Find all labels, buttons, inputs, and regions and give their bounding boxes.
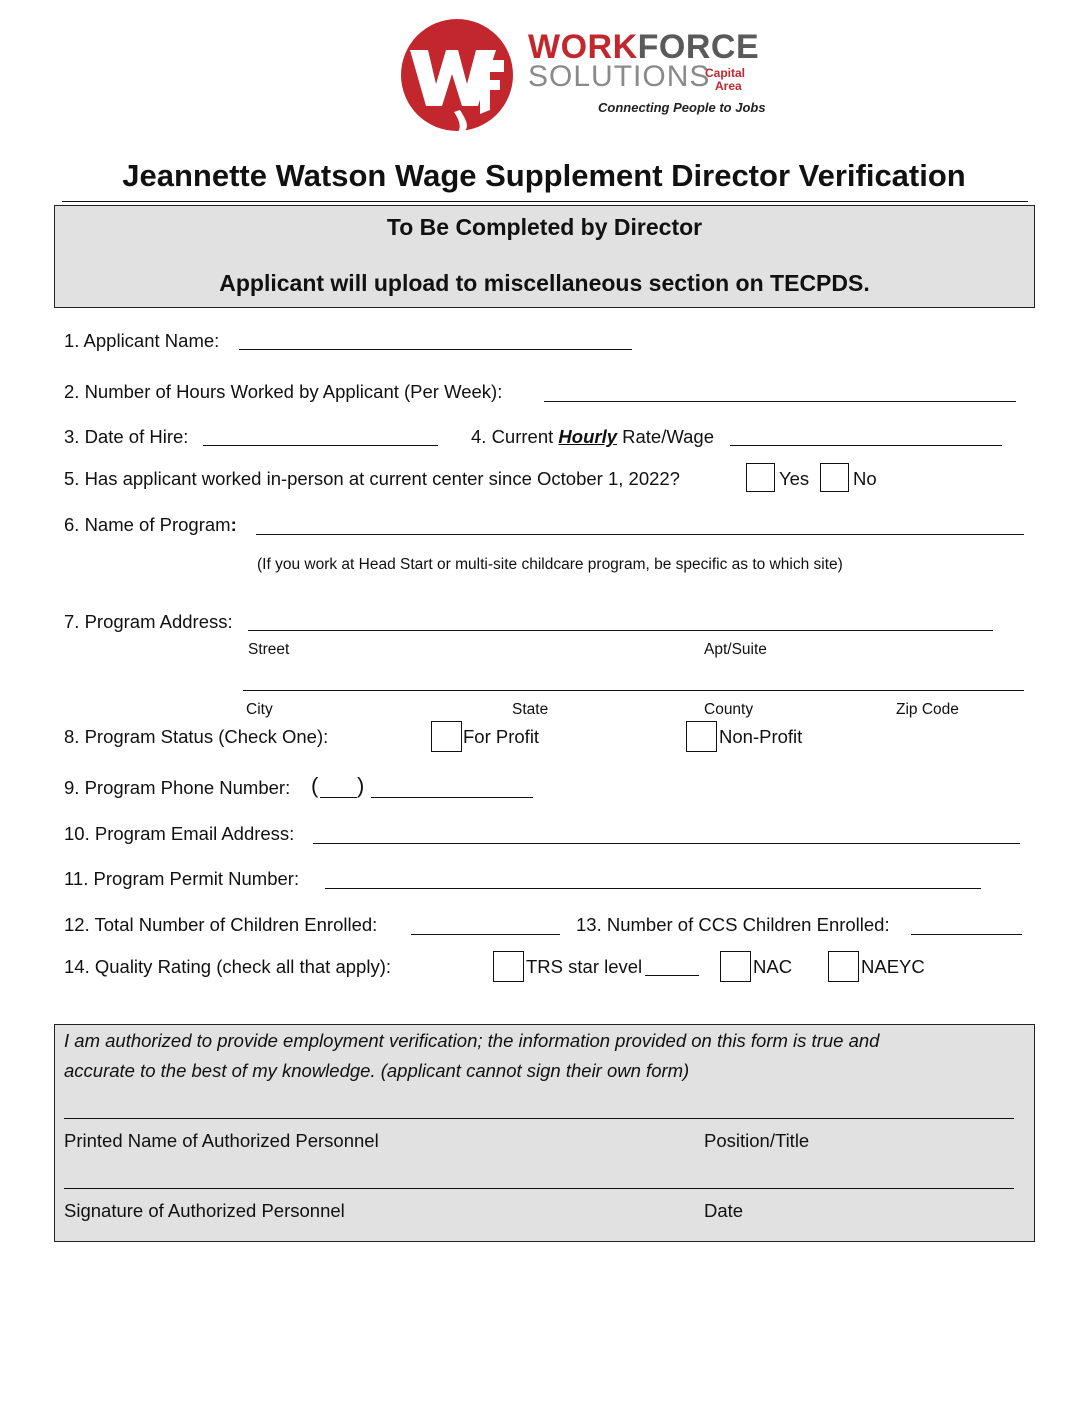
phone-area-close-paren: ) xyxy=(357,773,365,798)
non-profit-checkbox[interactable] xyxy=(686,721,717,752)
program-name-label xyxy=(64,514,237,536)
hours-worked-label: 2. Number of Hours Worked by Applicant (Per Week): xyxy=(64,381,503,402)
phone-number-field[interactable] xyxy=(371,797,533,798)
signature-line[interactable] xyxy=(64,1188,1014,1189)
email-field[interactable] xyxy=(313,843,1020,844)
address-street-field[interactable] xyxy=(248,630,993,631)
program-name-colon: : xyxy=(230,514,237,535)
logo-tagline: Connecting People to Jobs xyxy=(598,100,766,115)
address-city-field[interactable] xyxy=(243,690,1024,691)
page-title: Jeannette Watson Wage Supplement Director Verification xyxy=(122,158,966,193)
date-caption: Date xyxy=(704,1200,744,1221)
printed-name-signature-line[interactable] xyxy=(64,1118,1014,1119)
date-of-hire-label: 3. Date of Hire: xyxy=(64,426,189,447)
signature-caption: Signature of Authorized Personnel xyxy=(64,1200,345,1221)
phone-label: 9. Program Phone Number: xyxy=(64,777,291,798)
in-person-yes-label: Yes xyxy=(779,468,810,489)
header-box xyxy=(54,205,1035,308)
hourly-rate-label xyxy=(471,426,714,448)
in-person-yes-checkbox[interactable] xyxy=(746,463,775,492)
header-line2: Applicant will upload to miscellaneous section on TECPDS. xyxy=(219,270,870,296)
non-profit-label: Non-Profit xyxy=(719,726,803,747)
in-person-label: 5. Has applicant worked in-person at current center since October 1, 2022? xyxy=(64,468,680,489)
trs-label: TRS star level xyxy=(526,956,643,977)
date-of-hire-field[interactable] xyxy=(203,445,438,446)
logo-word-work: WORK xyxy=(528,28,638,66)
children-enrolled-label: 12. Total Number of Children Enrolled: xyxy=(64,914,378,935)
hourly-rate-pre: 4. Current xyxy=(471,426,559,447)
nac-label: NAC xyxy=(753,956,793,977)
program-name-note: (If you work at Head Start or multi-site childcare program, be specific as to which site) xyxy=(257,556,843,573)
logo-word-force: FORCE xyxy=(637,28,760,66)
hourly-rate-post: Rate/Wage xyxy=(617,426,714,447)
children-enrolled-field[interactable] xyxy=(411,934,560,935)
program-address-label: 7. Program Address: xyxy=(64,611,233,632)
certification-box xyxy=(54,1024,1035,1242)
printed-name-caption: Printed Name of Authorized Personnel xyxy=(64,1130,379,1151)
applicant-name-label: 1. Applicant Name: xyxy=(64,330,220,351)
permit-label: 11. Program Permit Number: xyxy=(64,868,300,889)
email-label: 10. Program Email Address: xyxy=(64,823,295,844)
program-status-label: 8. Program Status (Check One): xyxy=(64,726,329,747)
hourly-rate-em: Hourly xyxy=(558,426,617,447)
phone-area-open-paren: ( xyxy=(311,773,319,798)
header-line1: To Be Completed by Director xyxy=(386,214,703,240)
title-rule xyxy=(62,201,1028,202)
certification-statement-line2: accurate to the best of my knowledge. (applicant cannot sign their own form) xyxy=(64,1060,690,1081)
position-title-caption: Position/Title xyxy=(704,1130,810,1151)
zip-caption: Zip Code xyxy=(896,701,959,718)
permit-field[interactable] xyxy=(325,888,981,889)
trs-star-level-field[interactable] xyxy=(645,975,699,976)
state-caption: State xyxy=(512,701,549,718)
in-person-no-label: No xyxy=(853,468,877,489)
program-name-field[interactable] xyxy=(256,534,1024,535)
applicant-name-field[interactable] xyxy=(239,349,632,350)
logo xyxy=(400,18,766,133)
city-caption: City xyxy=(246,701,273,718)
logo-emblem-icon xyxy=(400,18,515,133)
logo-wordmark-line2: SOLUTIONS xyxy=(528,60,711,93)
street-caption: Street xyxy=(248,641,290,658)
hourly-rate-field[interactable] xyxy=(730,445,1002,446)
certification-statement-line1: I am authorized to provide employment verification; the information provided on this form is true and xyxy=(64,1030,880,1051)
apt-caption: Apt/Suite xyxy=(704,641,767,658)
ccs-children-field[interactable] xyxy=(911,934,1022,935)
in-person-no-checkbox[interactable] xyxy=(820,463,849,492)
quality-rating-label: 14. Quality Rating (check all that apply): xyxy=(64,956,391,977)
naeyc-checkbox[interactable] xyxy=(828,951,859,982)
for-profit-checkbox[interactable] xyxy=(431,721,462,752)
hours-worked-field[interactable] xyxy=(544,401,1016,402)
logo-wordmark-line1 xyxy=(528,30,759,64)
logo-region-line1: Capital xyxy=(705,66,746,80)
for-profit-label: For Profit xyxy=(463,726,540,747)
county-caption: County xyxy=(704,701,754,718)
phone-area-code-field[interactable] xyxy=(320,797,357,798)
logo-region-line2: Area xyxy=(715,79,742,93)
naeyc-label: NAEYC xyxy=(861,956,925,977)
nac-checkbox[interactable] xyxy=(720,951,751,982)
ccs-children-label: 13. Number of CCS Children Enrolled: xyxy=(576,914,890,935)
trs-checkbox[interactable] xyxy=(493,951,524,982)
program-name-text: 6. Name of Program xyxy=(64,514,231,535)
